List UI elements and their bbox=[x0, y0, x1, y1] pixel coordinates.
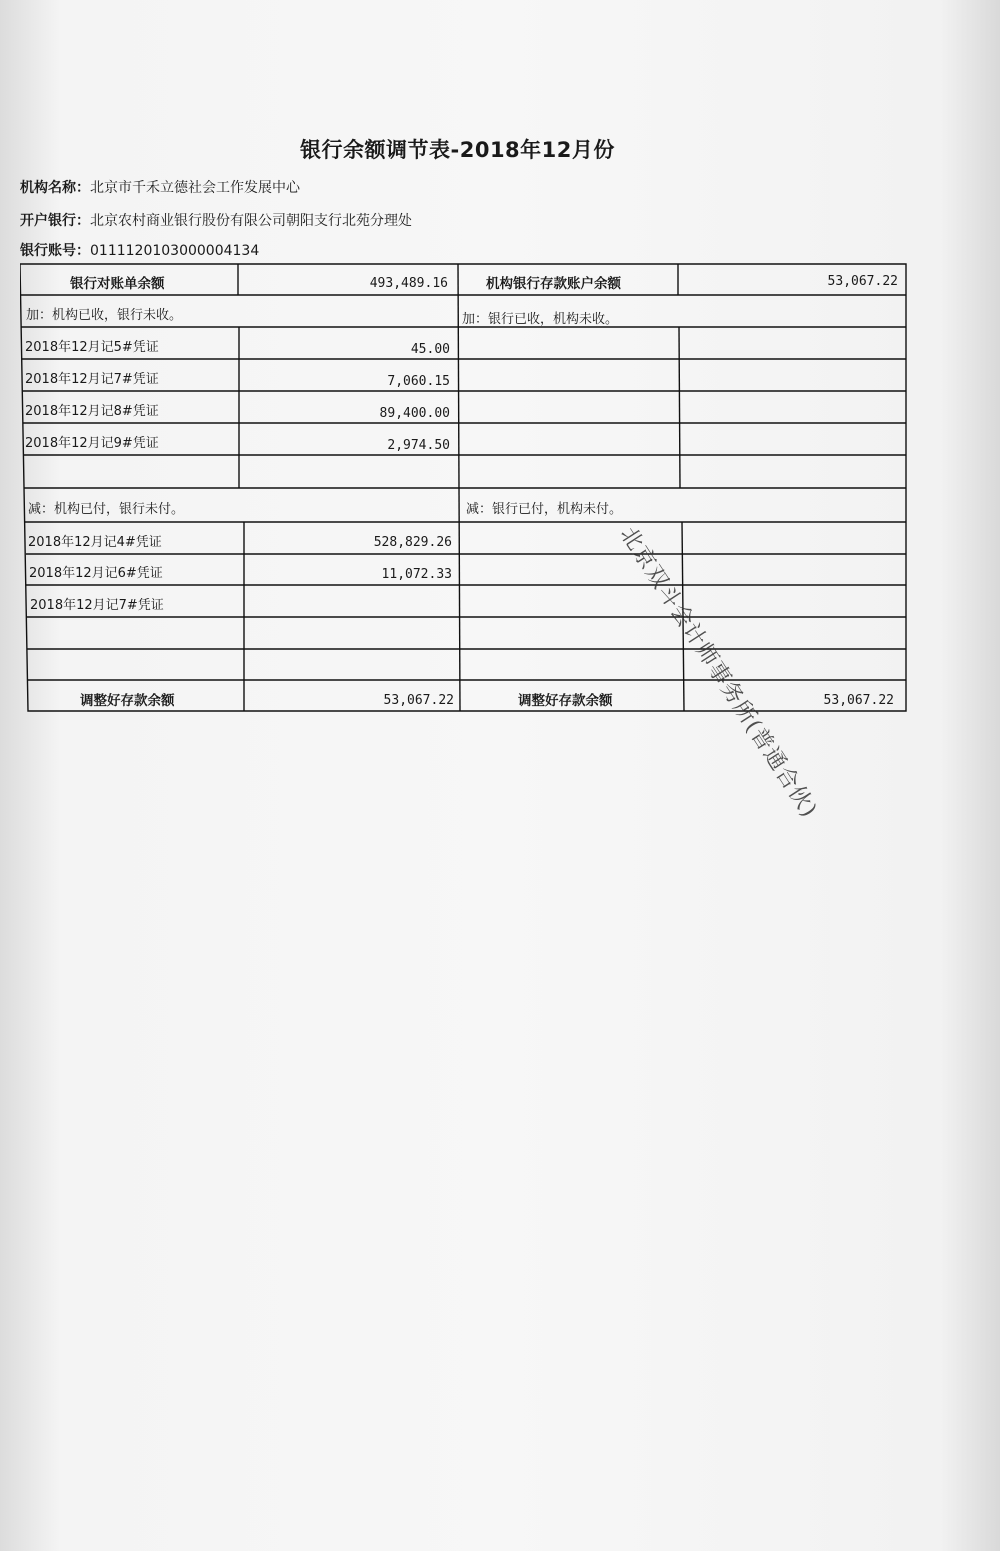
right-adjusted-balance-label: 调整好存款余额 bbox=[518, 693, 613, 709]
left-less-row-label: 2018年12月记7#凭证 bbox=[30, 598, 164, 613]
reconciliation-table bbox=[20, 262, 908, 713]
bank-line bbox=[20, 210, 412, 230]
bank-label: 开户银行： bbox=[20, 213, 90, 229]
bank-statement-balance-value: 493,489.16 bbox=[369, 276, 448, 291]
org-line bbox=[20, 177, 300, 197]
left-add-row-value: 2,974.50 bbox=[387, 438, 450, 453]
left-less-section-label: 减：机构已付，银行未付。 bbox=[28, 502, 185, 517]
right-less-section-label: 减：银行已付，机构未付。 bbox=[466, 502, 623, 517]
org-account-balance-value: 53,067.22 bbox=[827, 274, 898, 289]
left-adjusted-balance-label: 调整好存款余额 bbox=[80, 693, 175, 709]
left-less-row-value: 11,072.33 bbox=[381, 567, 452, 582]
account-label: 银行账号： bbox=[20, 243, 90, 259]
right-add-section-label: 加：银行已收，机构未收。 bbox=[462, 312, 619, 327]
left-less-row-value: 528,829.26 bbox=[373, 535, 452, 550]
left-less-row-label: 2018年12月记6#凭证 bbox=[29, 566, 163, 581]
left-add-section-label: 加：机构已收，银行未收。 bbox=[26, 308, 183, 323]
document-title: 银行余额调节表-2018年12月份 bbox=[300, 138, 615, 162]
account-value: 0111120103000004134 bbox=[90, 243, 260, 259]
left-add-row-value: 89,400.00 bbox=[379, 406, 450, 421]
left-add-row-label: 2018年12月记7#凭证 bbox=[25, 372, 159, 387]
bank-statement-balance-label: 银行对账单余额 bbox=[70, 276, 165, 292]
firm-seal-stamp: 北京双斗会计师事务所(普通合伙) bbox=[614, 522, 822, 823]
bank-value: 北京农村商业银行股份有限公司朝阳支行北苑分理处 bbox=[90, 213, 412, 229]
left-add-row-label: 2018年12月记5#凭证 bbox=[25, 340, 159, 355]
right-adjusted-balance-value: 53,067.22 bbox=[823, 693, 894, 708]
left-add-row-label: 2018年12月记8#凭证 bbox=[25, 404, 159, 419]
left-add-row-value: 45.00 bbox=[410, 342, 450, 357]
left-less-row-label: 2018年12月记4#凭证 bbox=[28, 535, 162, 550]
account-line bbox=[20, 240, 259, 260]
table-grid bbox=[20, 262, 908, 713]
left-add-row-label: 2018年12月记9#凭证 bbox=[25, 436, 159, 451]
org-value: 北京市千禾立德社会工作发展中心 bbox=[90, 180, 300, 196]
org-account-balance-label: 机构银行存款账户余额 bbox=[486, 276, 621, 292]
org-label: 机构名称： bbox=[20, 180, 90, 196]
left-add-row-value: 7,060.15 bbox=[387, 374, 450, 389]
left-adjusted-balance-value: 53,067.22 bbox=[383, 693, 454, 708]
